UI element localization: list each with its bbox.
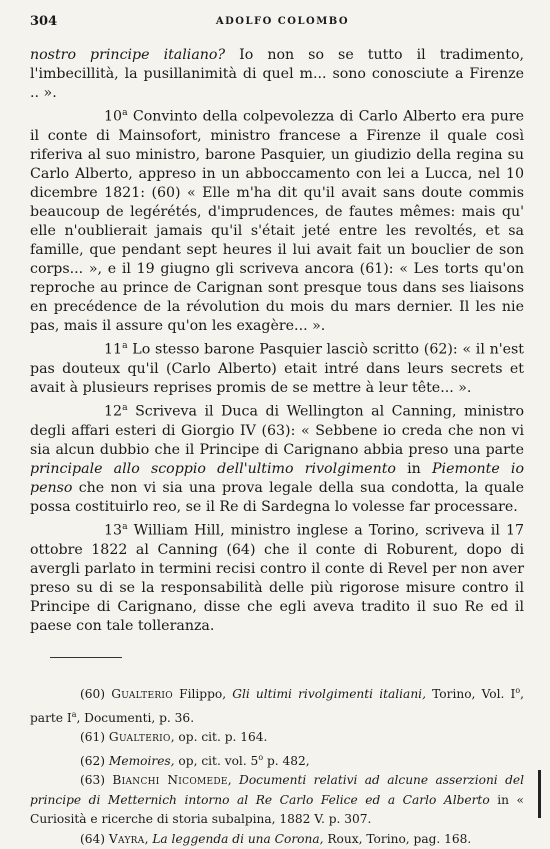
text-run: Lo stesso barone Pasquier lasciò scritto (62): « il n'est pas douteux qu'il (Carlo Alberto) etait intré dans leurs secrets et avait à plusieurs reprises promis de se mettre à leur tête... ». [30,342,524,397]
paragraph [30,398,524,517]
text-run: , [227,773,240,788]
superscript: a [122,340,128,352]
superscript: a [122,107,128,119]
text-run: Torino, Vol. I [425,687,516,702]
text-run: 11 [104,342,123,359]
text-run: Roux, Torino, pag. 168. [323,831,472,846]
text-run: (62) [80,753,109,768]
italic-text: La leggenda di una Corona, [152,831,324,846]
author-name: Gualterio [111,687,173,702]
footnote [30,830,524,849]
text-run: Filippo, [172,687,233,702]
italic-text: Documenti relativi ad alcune asserzioni del principe di Metternich intorno al Re Carlo Felice ed a Carlo Alberto [30,773,524,807]
text-run: William Hill, ministro inglese a Torino, scriveva il 17 ottobre 1822 al Canning (64) che il conte di Roburent, dopo di avergli parlato in termini recisi contro il conte di Revel per non aver preso su di se la responsabilità delle più rigorose misure contro il Principe di Carignano, disse che egli aveva tradito il suo Re ed il paese con tale tolleranza. [30,523,524,635]
footnote [30,681,524,728]
text-run: Scriveva il Duca di Wellington al Canning, ministro degli affari esteri di Giorgio IV (63): « Sebbene io creda che non vi sia alcun dubbio che il Principe di Carignano abbia preso una parte [30,404,524,459]
author-name: Gualterio [108,730,171,745]
paragraph [30,517,524,636]
footnote-separator [50,657,122,658]
text-run: p. 482, [263,753,310,768]
text-run: (64) [80,831,109,846]
text-run: 10 [104,108,123,125]
text-run: , Documenti, p. 36. [76,710,195,725]
superscript: a [71,709,77,719]
running-head: ADOLFO COLOMBO [215,16,350,27]
text-run: , op. cit. p. 164. [170,730,268,745]
superscript: o [258,752,264,762]
paragraph [30,46,524,103]
footnote [30,748,524,772]
margin-mark [538,770,541,818]
author-name: Bianchi Nicomede [112,773,228,788]
text-run: (61) [80,730,109,745]
paragraph [30,336,524,398]
text-run: in « Curiosità e ricerche di storia subalpina, 1882 V. p. 307. [30,792,524,827]
italic-text: nostro principe italiano? [30,47,226,63]
italic-text: Gli ultimi rivolgimenti italiani, [232,687,426,702]
italic-text: principale allo scoppio dell'ultimo rivolgimento [30,461,396,478]
superscript: o [515,686,521,695]
page-header [30,14,535,34]
superscript: a [122,521,128,533]
text-run: (63) [80,773,113,788]
text-run: che non vi sia una prova legale della sua condotta, la quale possa costituirlo reo, se il Re di Sardegna lo volesse far processare. [30,480,524,516]
footnote [30,728,524,748]
text-run: (60) [80,687,112,702]
main-text [30,46,524,636]
text-run: Io non so se tutto il tradimento, l'imbecillità, la pusillanimità di quel m... sono conosciute a Firenze .. ». [30,47,524,102]
text-run: , parte I [30,687,524,725]
superscript: a [122,402,128,414]
author-name: Vayra [108,831,145,846]
italic-text: Memoires, [108,753,175,768]
paragraph [30,103,524,336]
page-number: 304 [30,14,58,29]
footnote [30,771,524,830]
text-run: in [395,461,433,478]
italic-text: Piemonte io penso [30,461,524,497]
footnotes [30,681,524,849]
text-run: , [144,831,153,846]
text-run: 13 [104,523,123,540]
text-run: Convinto della colpevolezza di Carlo Alberto era pure il conte di Mainsofort, ministro francese a Firenze il quale così riferiva al suo ministro, barone Pasquier, un giudizio della regina su Carlo Alberto, appreso in un abboccamento con lei a Lucca, nel 10 dicembre 1821: (60) « Elle m'ha dit qu'il avait sans doute commis beaucoup de legérétés, d'imprudences, de fautes mêmes: mais qu' elle n'oublierait jamais qu'il s'était jeté entre les revoltés, et sa famille, que pendant sept heures il lui avait fait un bouclier de son corps... », e il 19 giugno gli scriveva ancora (61): « Les torts qu'on reproche au prince de Carignan sont presque tous dans ses liaisons en precédence de la révolution du mois du mars dernier. Il les nie pas, mais il assure qu'on les exagère... ». [30,108,524,335]
text-run: op, cit. vol. 5 [174,753,259,768]
text-run: 12 [104,404,123,421]
